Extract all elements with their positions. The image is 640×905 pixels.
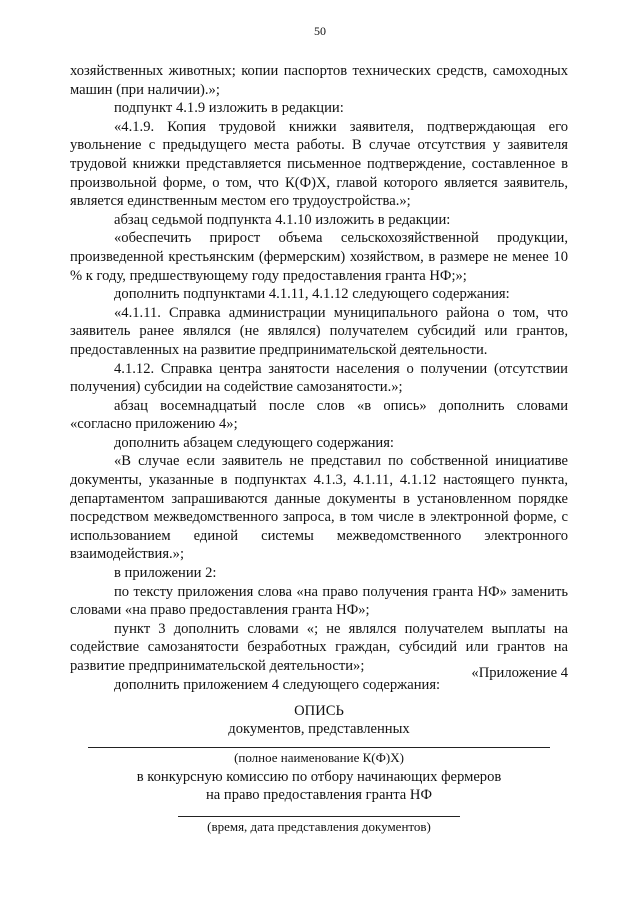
time-fill-line (178, 816, 460, 817)
paragraph: подпункт 4.1.9 изложить в редакции: (114, 100, 344, 117)
form-grant-line: на право предоставления гранта НФ (205, 787, 432, 803)
paragraph: «4.1.11. Справка администрации муниципального района о том, что заявитель ранее являлся (не являлся) получателем субсидий или грантов, предоставленных на развитие предпринимательской деятельности. (70, 304, 568, 358)
document-body (70, 62, 568, 694)
paragraph: «4.1.9. Копия трудовой книжки заявителя, подтверждающая его увольнение с предыдущего места работы. В случае отсутствия у заявителя трудовой книжки представляется письменное подтверждение, составленное в произвольной форме, о том, что К(Ф)Х, главой которого является заявитель, является единственным местом его трудоустройства.»; (70, 118, 568, 210)
paragraph: 4.1.12. Справка центра занятости населения о получении (отсутствии получения) субсидии на содействие самозанятости.»; (70, 360, 568, 396)
paragraph: по тексту приложения слова «на право получения гранта НФ» заменить словами «на право предоставления гранта НФ»; (70, 583, 568, 619)
paragraph: дополнить абзацем следующего содержания: (114, 434, 394, 451)
paragraph: абзац седьмой подпункта 4.1.10 изложить в редакции: (114, 211, 451, 228)
paragraph: в приложении 2: (114, 565, 217, 582)
paragraph: дополнить подпунктами 4.1.11, 4.1.12 следующего содержания: (114, 286, 510, 303)
form-title: ОПИСЬ (294, 703, 344, 719)
paragraph: «обеспечить прирост объема сельскохозяйственной продукции, произведенной крестьянским (фермерским) хозяйством, в размере не менее 10 % к году, предшествующему году предоставления гранта НФ;»; (70, 230, 568, 284)
caption-name: (полное наименование К(Ф)Х) (234, 750, 404, 765)
paragraph: «В случае если заявитель не представил по собственной инициативе документы, указанные в подпунктах 4.1.3, 4.1.11, 4.1.12 настоящего пункта, департаментом запрашиваются данные документы в установленном порядке посредством межведомственного запроса, в том числе в электронной форме, с использованием единой системы межведомственного электронного взаимодействия.»; (70, 453, 568, 563)
appendix-label: «Приложение 4 (471, 665, 568, 681)
caption-time: (время, дата представления документов) (207, 819, 431, 834)
form-commission-line: в конкурсную комиссию по отбору начинающих фермеров (136, 769, 502, 785)
paragraph: пункт 3 дополнить словами «; не являлся получателем выплаты на содействие самозанятости безработных граждан, субсидий или грантов на развитие предпринимательской деятельности»; (70, 620, 568, 674)
page-number: 50 (314, 24, 326, 38)
form-subtitle: документов, представленных (228, 721, 410, 737)
paragraph: хозяйственных животных; копии паспортов технических средств, самоходных машин (при наличии).»; (70, 63, 568, 98)
name-fill-line (88, 747, 550, 748)
paragraph: дополнить приложением 4 следующего содержания: (114, 676, 441, 693)
paragraph: абзац восемнадцатый после слов «в опись» дополнить словами «согласно приложению 4»; (70, 397, 568, 433)
